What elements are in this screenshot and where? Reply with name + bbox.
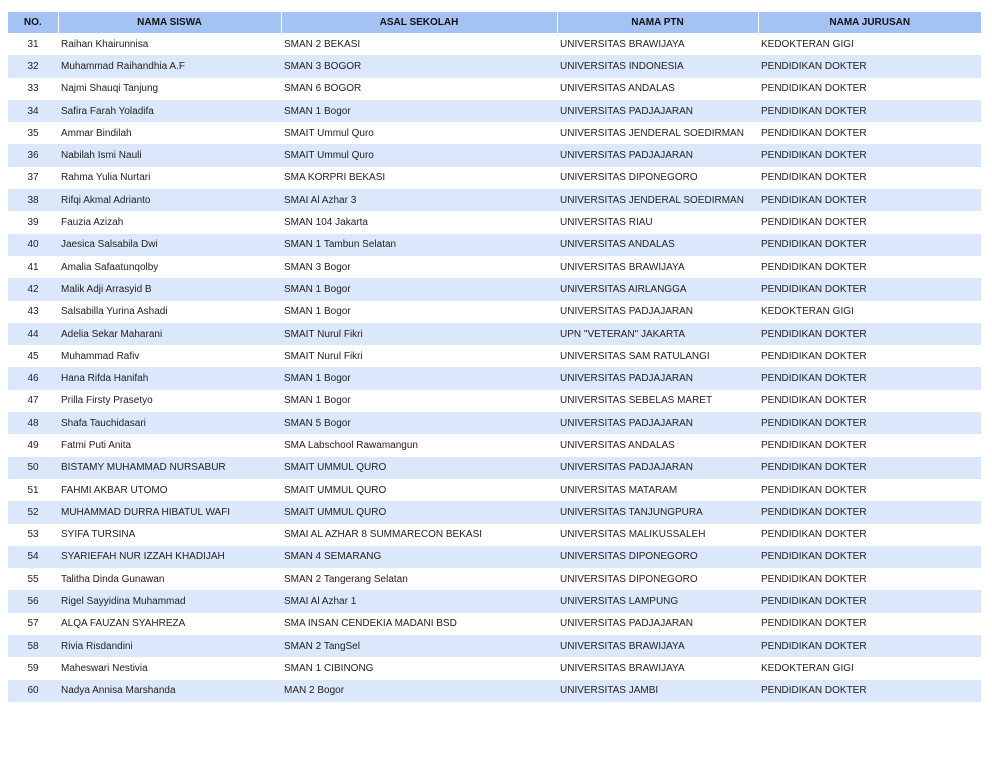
cell-university: UNIVERSITAS LAMPUNG xyxy=(557,590,758,612)
cell-no: 60 xyxy=(8,680,58,702)
cell-major: PENDIDIKAN DOKTER xyxy=(758,390,981,412)
cell-no: 45 xyxy=(8,345,58,367)
cell-school: SMA KORPRI BEKASI xyxy=(281,167,557,189)
cell-no: 53 xyxy=(8,524,58,546)
cell-student-name: Malik Adji Arrasyid B xyxy=(58,278,281,300)
cell-student-name: Rifqi Akmal Adrianto xyxy=(58,189,281,211)
cell-school: SMAN 6 BOGOR xyxy=(281,78,557,100)
table-row xyxy=(8,122,981,144)
table-row xyxy=(8,345,981,367)
cell-major: PENDIDIKAN DOKTER xyxy=(758,367,981,389)
cell-no: 50 xyxy=(8,457,58,479)
cell-university: UNIVERSITAS PADJAJARAN xyxy=(557,301,758,323)
cell-major: PENDIDIKAN DOKTER xyxy=(758,501,981,523)
cell-no: 34 xyxy=(8,100,58,122)
cell-university: UNIVERSITAS INDONESIA xyxy=(557,55,758,77)
header-no: NO. xyxy=(8,12,58,33)
cell-school: SMAN 2 BEKASI xyxy=(281,33,557,55)
cell-major: PENDIDIKAN DOKTER xyxy=(758,568,981,590)
cell-no: 43 xyxy=(8,301,58,323)
cell-student-name: MUHAMMAD DURRA HIBATUL WAFI xyxy=(58,501,281,523)
header-university: NAMA PTN xyxy=(557,12,758,33)
cell-student-name: Rigel Sayyidina Muhammad xyxy=(58,590,281,612)
cell-school: SMAIT Nurul Fikri xyxy=(281,345,557,367)
cell-no: 59 xyxy=(8,657,58,679)
table-row xyxy=(8,613,981,635)
cell-school: SMAIT Nurul Fikri xyxy=(281,323,557,345)
cell-school: SMAN 3 Bogor xyxy=(281,256,557,278)
table-row xyxy=(8,657,981,679)
table-row xyxy=(8,55,981,77)
header-student-name: NAMA SISWA xyxy=(58,12,281,33)
cell-school: SMAN 3 BOGOR xyxy=(281,55,557,77)
table-row xyxy=(8,256,981,278)
cell-no: 37 xyxy=(8,167,58,189)
cell-student-name: Amalia Safaatunqolby xyxy=(58,256,281,278)
cell-student-name: SYIFA TURSINA xyxy=(58,524,281,546)
cell-student-name: Raihan Khairunnisa xyxy=(58,33,281,55)
cell-major: PENDIDIKAN DOKTER xyxy=(758,412,981,434)
table-row xyxy=(8,33,981,55)
cell-major: PENDIDIKAN DOKTER xyxy=(758,78,981,100)
table-row xyxy=(8,367,981,389)
cell-no: 38 xyxy=(8,189,58,211)
table-row xyxy=(8,390,981,412)
table-header xyxy=(8,12,981,33)
cell-school: SMAIT UMMUL QURO xyxy=(281,501,557,523)
cell-major: PENDIDIKAN DOKTER xyxy=(758,278,981,300)
table-row xyxy=(8,301,981,323)
cell-student-name: Hana Rifda Hanifah xyxy=(58,367,281,389)
cell-major: PENDIDIKAN DOKTER xyxy=(758,189,981,211)
cell-school: SMAN 1 Bogor xyxy=(281,278,557,300)
cell-major: PENDIDIKAN DOKTER xyxy=(758,680,981,702)
cell-student-name: Fauzia Azizah xyxy=(58,211,281,233)
table-row xyxy=(8,501,981,523)
cell-no: 51 xyxy=(8,479,58,501)
cell-school: SMAN 1 Tambun Selatan xyxy=(281,234,557,256)
table-row xyxy=(8,167,981,189)
cell-school: SMAN 1 Bogor xyxy=(281,301,557,323)
cell-student-name: Muhammad Raihandhia A.F xyxy=(58,55,281,77)
cell-no: 46 xyxy=(8,367,58,389)
cell-major: PENDIDIKAN DOKTER xyxy=(758,345,981,367)
cell-university: UNIVERSITAS PADJAJARAN xyxy=(557,457,758,479)
cell-no: 31 xyxy=(8,33,58,55)
cell-university: UNIVERSITAS MALIKUSSALEH xyxy=(557,524,758,546)
cell-student-name: Safira Farah Yoladifa xyxy=(58,100,281,122)
cell-university: UNIVERSITAS DIPONEGORO xyxy=(557,167,758,189)
cell-no: 57 xyxy=(8,613,58,635)
cell-university: UNIVERSITAS BRAWIJAYA xyxy=(557,256,758,278)
cell-no: 32 xyxy=(8,55,58,77)
header-row xyxy=(8,12,981,33)
table-body xyxy=(8,33,981,702)
cell-major: PENDIDIKAN DOKTER xyxy=(758,55,981,77)
cell-school: SMAI AL AZHAR 8 SUMMARECON BEKASI xyxy=(281,524,557,546)
cell-university: UNIVERSITAS SEBELAS MARET xyxy=(557,390,758,412)
cell-student-name: Shafa Tauchidasari xyxy=(58,412,281,434)
cell-no: 41 xyxy=(8,256,58,278)
cell-major: KEDOKTERAN GIGI xyxy=(758,657,981,679)
cell-school: SMA Labschool Rawamangun xyxy=(281,434,557,456)
cell-student-name: Fatmi Puti Anita xyxy=(58,434,281,456)
table-row xyxy=(8,78,981,100)
cell-school: SMAN 2 Tangerang Selatan xyxy=(281,568,557,590)
cell-school: SMAN 2 TangSel xyxy=(281,635,557,657)
cell-school: SMAIT UMMUL QURO xyxy=(281,479,557,501)
cell-student-name: Jaesica Salsabila Dwi xyxy=(58,234,281,256)
cell-student-name: Nabilah Ismi Nauli xyxy=(58,144,281,166)
cell-student-name: Nadya Annisa Marshanda xyxy=(58,680,281,702)
cell-school: SMAIT Ummul Quro xyxy=(281,122,557,144)
cell-university: UNIVERSITAS BRAWIJAYA xyxy=(557,635,758,657)
cell-school: SMAIT UMMUL QURO xyxy=(281,457,557,479)
cell-school: SMAN 1 Bogor xyxy=(281,367,557,389)
cell-student-name: FAHMI AKBAR UTOMO xyxy=(58,479,281,501)
cell-no: 55 xyxy=(8,568,58,590)
cell-university: UNIVERSITAS BRAWIJAYA xyxy=(557,33,758,55)
header-major: NAMA JURUSAN xyxy=(758,12,981,33)
cell-student-name: Ammar Bindilah xyxy=(58,122,281,144)
cell-university: UNIVERSITAS PADJAJARAN xyxy=(557,100,758,122)
table-row xyxy=(8,479,981,501)
cell-university: UNIVERSITAS DIPONEGORO xyxy=(557,546,758,568)
cell-university: UNIVERSITAS PADJAJARAN xyxy=(557,412,758,434)
cell-major: PENDIDIKAN DOKTER xyxy=(758,323,981,345)
cell-university: UPN "VETERAN" JAKARTA xyxy=(557,323,758,345)
cell-university: UNIVERSITAS ANDALAS xyxy=(557,78,758,100)
results-table xyxy=(8,12,981,702)
cell-school: SMAN 1 Bogor xyxy=(281,390,557,412)
cell-university: UNIVERSITAS PADJAJARAN xyxy=(557,613,758,635)
table-row xyxy=(8,568,981,590)
cell-major: PENDIDIKAN DOKTER xyxy=(758,211,981,233)
cell-no: 58 xyxy=(8,635,58,657)
cell-student-name: Talitha Dinda Gunawan xyxy=(58,568,281,590)
cell-major: PENDIDIKAN DOKTER xyxy=(758,167,981,189)
cell-major: PENDIDIKAN DOKTER xyxy=(758,122,981,144)
cell-university: UNIVERSITAS PADJAJARAN xyxy=(557,144,758,166)
cell-student-name: Rahma Yulia Nurtari xyxy=(58,167,281,189)
cell-student-name: Salsabilla Yurina Ashadi xyxy=(58,301,281,323)
cell-major: PENDIDIKAN DOKTER xyxy=(758,434,981,456)
cell-university: UNIVERSITAS DIPONEGORO xyxy=(557,568,758,590)
cell-no: 39 xyxy=(8,211,58,233)
cell-major: PENDIDIKAN DOKTER xyxy=(758,635,981,657)
cell-no: 52 xyxy=(8,501,58,523)
cell-student-name: Muhammad Rafiv xyxy=(58,345,281,367)
cell-major: PENDIDIKAN DOKTER xyxy=(758,256,981,278)
cell-no: 42 xyxy=(8,278,58,300)
cell-university: UNIVERSITAS MATARAM xyxy=(557,479,758,501)
cell-university: UNIVERSITAS JAMBI xyxy=(557,680,758,702)
table-row xyxy=(8,144,981,166)
cell-major: PENDIDIKAN DOKTER xyxy=(758,234,981,256)
cell-major: KEDOKTERAN GIGI xyxy=(758,301,981,323)
cell-major: PENDIDIKAN DOKTER xyxy=(758,100,981,122)
cell-university: UNIVERSITAS AIRLANGGA xyxy=(557,278,758,300)
cell-university: UNIVERSITAS PADJAJARAN xyxy=(557,367,758,389)
cell-school: MAN 2 Bogor xyxy=(281,680,557,702)
cell-major: PENDIDIKAN DOKTER xyxy=(758,590,981,612)
table-row xyxy=(8,590,981,612)
table-row xyxy=(8,434,981,456)
cell-university: UNIVERSITAS ANDALAS xyxy=(557,234,758,256)
cell-university: UNIVERSITAS JENDERAL SOEDIRMAN xyxy=(557,189,758,211)
cell-student-name: ALQA FAUZAN SYAHREZA xyxy=(58,613,281,635)
cell-student-name: Maheswari Nestivia xyxy=(58,657,281,679)
cell-major: PENDIDIKAN DOKTER xyxy=(758,144,981,166)
cell-school: SMA INSAN CENDEKIA MADANI BSD xyxy=(281,613,557,635)
cell-no: 33 xyxy=(8,78,58,100)
cell-major: PENDIDIKAN DOKTER xyxy=(758,524,981,546)
cell-school: SMAN 1 Bogor xyxy=(281,100,557,122)
cell-major: PENDIDIKAN DOKTER xyxy=(758,479,981,501)
table-row xyxy=(8,635,981,657)
cell-student-name: Adelia Sekar Maharani xyxy=(58,323,281,345)
cell-student-name: Rivia Risdandini xyxy=(58,635,281,657)
table-row xyxy=(8,211,981,233)
cell-no: 49 xyxy=(8,434,58,456)
cell-school: SMAN 1 CIBINONG xyxy=(281,657,557,679)
cell-school: SMAN 4 SEMARANG xyxy=(281,546,557,568)
cell-no: 40 xyxy=(8,234,58,256)
header-school: ASAL SEKOLAH xyxy=(281,12,557,33)
cell-student-name: SYARIEFAH NUR IZZAH KHADIJAH xyxy=(58,546,281,568)
cell-no: 54 xyxy=(8,546,58,568)
cell-university: UNIVERSITAS SAM RATULANGI xyxy=(557,345,758,367)
cell-major: PENDIDIKAN DOKTER xyxy=(758,546,981,568)
cell-no: 47 xyxy=(8,390,58,412)
cell-school: SMAI Al Azhar 3 xyxy=(281,189,557,211)
cell-major: PENDIDIKAN DOKTER xyxy=(758,457,981,479)
cell-no: 36 xyxy=(8,144,58,166)
cell-school: SMAN 5 Bogor xyxy=(281,412,557,434)
table-row xyxy=(8,457,981,479)
cell-no: 44 xyxy=(8,323,58,345)
table-row xyxy=(8,680,981,702)
cell-university: UNIVERSITAS TANJUNGPURA xyxy=(557,501,758,523)
table-row xyxy=(8,524,981,546)
cell-university: UNIVERSITAS JENDERAL SOEDIRMAN xyxy=(557,122,758,144)
cell-school: SMAI Al Azhar 1 xyxy=(281,590,557,612)
cell-university: UNIVERSITAS RIAU xyxy=(557,211,758,233)
cell-student-name: Prilla Firsty Prasetyo xyxy=(58,390,281,412)
cell-major: PENDIDIKAN DOKTER xyxy=(758,613,981,635)
table-row xyxy=(8,546,981,568)
cell-school: SMAIT Ummul Quro xyxy=(281,144,557,166)
cell-school: SMAN 104 Jakarta xyxy=(281,211,557,233)
cell-no: 56 xyxy=(8,590,58,612)
table-row xyxy=(8,412,981,434)
table-row xyxy=(8,278,981,300)
cell-university: UNIVERSITAS ANDALAS xyxy=(557,434,758,456)
cell-university: UNIVERSITAS BRAWIJAYA xyxy=(557,657,758,679)
cell-no: 35 xyxy=(8,122,58,144)
cell-student-name: Najmi Shauqi Tanjung xyxy=(58,78,281,100)
table-row xyxy=(8,234,981,256)
cell-no: 48 xyxy=(8,412,58,434)
table-row xyxy=(8,100,981,122)
table-row xyxy=(8,323,981,345)
cell-student-name: BISTAMY MUHAMMAD NURSABUR xyxy=(58,457,281,479)
table-row xyxy=(8,189,981,211)
cell-major: KEDOKTERAN GIGI xyxy=(758,33,981,55)
